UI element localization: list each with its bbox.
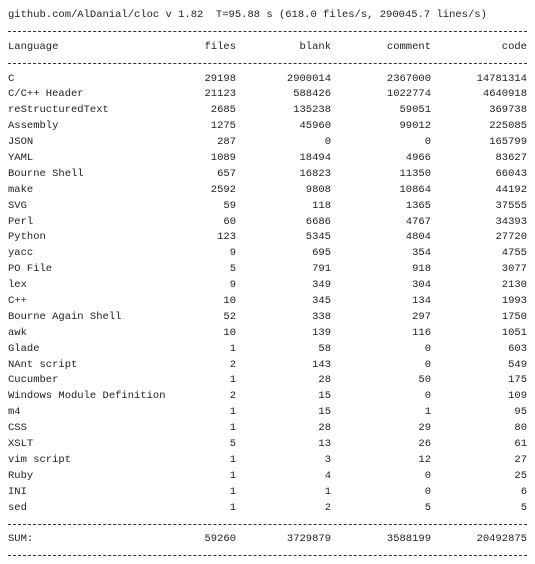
table-row	[8, 119, 527, 135]
cell-language: SVG	[8, 199, 27, 212]
cell-code: 225085	[489, 120, 527, 133]
cell-files: 10	[223, 326, 236, 339]
cell-blank: 28	[318, 422, 331, 435]
cell-language: Ruby	[8, 469, 34, 482]
cell-blank: 791	[312, 263, 331, 276]
cell-language: Bourne Shell	[8, 167, 84, 180]
cell-files: 2685	[210, 104, 236, 117]
cell-language: C/C++ Header	[8, 88, 84, 101]
table-row	[8, 358, 527, 374]
cell-code: 4640918	[482, 88, 527, 101]
cell-code: 1750	[501, 310, 527, 323]
cell-files: 5	[229, 438, 236, 451]
cell-blank: 28	[318, 374, 331, 387]
cell-blank: 139	[312, 326, 331, 339]
separator-header	[8, 56, 527, 72]
table-row	[8, 437, 527, 453]
separator-bottom	[8, 548, 527, 564]
cell-blank: 588426	[293, 88, 331, 101]
cell-code: 1051	[501, 326, 527, 339]
table-row	[8, 72, 527, 88]
cell-files: 1	[229, 374, 236, 387]
cell-comment: 1365	[405, 199, 431, 212]
cell-code: 5	[520, 501, 527, 514]
table-row	[8, 310, 527, 326]
column-header-row	[8, 40, 527, 56]
table-row	[8, 326, 527, 342]
cell-blank: 58	[318, 342, 331, 355]
cell-blank: 118	[312, 199, 331, 212]
cell-language: INI	[8, 485, 27, 498]
cell-blank: 338	[312, 310, 331, 323]
cell-language: Glade	[8, 342, 40, 355]
column-header-comment: comment	[386, 40, 431, 53]
table-row	[8, 215, 527, 231]
cell-blank: 4	[324, 469, 331, 482]
cell-blank: 695	[312, 247, 331, 260]
cell-language: Windows Module Definition	[8, 390, 166, 403]
table-row	[8, 262, 527, 278]
cell-comment: 0	[424, 358, 431, 371]
cell-comment: 297	[412, 310, 431, 323]
cell-comment: 10864	[399, 183, 431, 196]
cell-files: 123	[217, 231, 236, 244]
cell-blank: 3	[324, 453, 331, 466]
table-row	[8, 294, 527, 310]
cell-code: 27	[514, 453, 527, 466]
cell-language: Bourne Again Shell	[8, 310, 122, 323]
cell-language: C++	[8, 295, 27, 308]
cell-blank: 9808	[305, 183, 331, 196]
cell-comment: 0	[424, 469, 431, 482]
cell-files: 1089	[210, 152, 236, 165]
cell-language: JSON	[8, 136, 34, 149]
cell-language: vim script	[8, 453, 72, 466]
cell-files: 657	[217, 167, 236, 180]
cell-files: 2592	[210, 183, 236, 196]
table-row	[8, 167, 527, 183]
table-row	[8, 373, 527, 389]
cell-files: 60	[223, 215, 236, 228]
sum-comment: 3588199	[386, 533, 431, 546]
table-row	[8, 87, 527, 103]
cell-comment: 1022774	[386, 88, 431, 101]
cell-language: Assembly	[8, 120, 59, 133]
cell-code: 369738	[489, 104, 527, 117]
cell-blank: 15	[318, 406, 331, 419]
separator-sum-top	[8, 517, 527, 533]
cell-blank: 143	[312, 358, 331, 371]
cell-blank: 1	[324, 485, 331, 498]
cell-blank: 135238	[293, 104, 331, 117]
cell-comment: 11350	[399, 167, 431, 180]
sum-label: SUM:	[8, 533, 34, 546]
table-row	[8, 501, 527, 517]
cell-language: CSS	[8, 422, 27, 435]
cell-comment: 304	[412, 279, 431, 292]
cell-blank: 2	[324, 501, 331, 514]
cell-files: 21123	[204, 88, 236, 101]
cell-files: 1275	[210, 120, 236, 133]
cell-files: 5	[229, 263, 236, 276]
sum-blank: 3729879	[286, 533, 331, 546]
table-row	[8, 278, 527, 294]
table-row	[8, 151, 527, 167]
cell-comment: 918	[412, 263, 431, 276]
cell-code: 4755	[501, 247, 527, 260]
cell-code: 66043	[495, 167, 527, 180]
table-row	[8, 421, 527, 437]
cell-language: PO File	[8, 263, 53, 276]
cell-blank: 13	[318, 438, 331, 451]
cell-code: 2130	[501, 279, 527, 292]
cloc-header-line: github.com/AlDanial/cloc v 1.82 T=95.88 s (618.0 files/s, 290045.7 lines/s)	[8, 9, 487, 21]
cell-comment: 0	[424, 342, 431, 355]
cell-blank: 349	[312, 279, 331, 292]
cell-files: 2	[229, 358, 236, 371]
table-row	[8, 469, 527, 485]
cell-code: 80	[514, 422, 527, 435]
cell-code: 83627	[495, 152, 527, 165]
cell-files: 1	[229, 501, 236, 514]
cell-code: 549	[508, 358, 527, 371]
cell-code: 165799	[489, 136, 527, 149]
cell-comment: 0	[424, 390, 431, 403]
cell-files: 2	[229, 390, 236, 403]
cell-blank: 45960	[299, 120, 331, 133]
column-header-code: code	[501, 40, 527, 53]
table-row	[8, 183, 527, 199]
cell-code: 6	[520, 485, 527, 498]
cell-language: Cucumber	[8, 374, 59, 387]
cell-files: 1	[229, 453, 236, 466]
cell-code: 95	[514, 406, 527, 419]
cell-language: C	[8, 72, 15, 85]
sum-row	[8, 532, 527, 548]
cell-code: 25	[514, 469, 527, 482]
cell-code: 109	[508, 390, 527, 403]
table-row	[8, 199, 527, 215]
cell-comment: 1	[424, 406, 431, 419]
cell-files: 1	[229, 422, 236, 435]
cell-files: 59	[223, 199, 236, 212]
separator-top	[8, 24, 527, 40]
cell-code: 27720	[495, 231, 527, 244]
cell-comment: 4804	[405, 231, 431, 244]
cell-files: 29198	[204, 72, 236, 85]
cell-files: 10	[223, 295, 236, 308]
cell-files: 9	[229, 279, 236, 292]
sum-files: 59260	[204, 533, 236, 546]
table-row	[8, 103, 527, 119]
cell-code: 61	[514, 438, 527, 451]
sum-code: 20492875	[476, 533, 527, 546]
column-header-files: files	[204, 40, 236, 53]
cell-code: 1993	[501, 295, 527, 308]
cell-comment: 29	[418, 422, 431, 435]
table-row	[8, 342, 527, 358]
cell-code: 175	[508, 374, 527, 387]
cell-language: Python	[8, 231, 46, 244]
cell-comment: 134	[412, 295, 431, 308]
table-row	[8, 485, 527, 501]
cell-files: 9	[229, 247, 236, 260]
cell-comment: 26	[418, 438, 431, 451]
cell-code: 44192	[495, 183, 527, 196]
cell-blank: 15	[318, 390, 331, 403]
cell-code: 603	[508, 342, 527, 355]
cell-code: 34393	[495, 215, 527, 228]
cell-language: YAML	[8, 152, 34, 165]
cell-comment: 50	[418, 374, 431, 387]
cell-language: awk	[8, 326, 27, 339]
cell-comment: 4767	[405, 215, 431, 228]
table-row	[8, 230, 527, 246]
cell-code: 3077	[501, 263, 527, 276]
cell-files: 1	[229, 406, 236, 419]
cell-code: 14781314	[476, 72, 527, 85]
cell-language: make	[8, 183, 34, 196]
table-row	[8, 246, 527, 262]
cell-language: m4	[8, 406, 21, 419]
table-row	[8, 135, 527, 151]
cell-language: XSLT	[8, 438, 34, 451]
column-header-blank: blank	[299, 40, 331, 53]
cell-code: 37555	[495, 199, 527, 212]
cell-blank: 2900014	[286, 72, 331, 85]
cell-language: reStructuredText	[8, 104, 109, 117]
cell-files: 1	[229, 342, 236, 355]
cell-language: lex	[8, 279, 27, 292]
cell-language: yacc	[8, 247, 34, 260]
cell-comment: 99012	[399, 120, 431, 133]
cell-files: 52	[223, 310, 236, 323]
language-table-body	[8, 72, 527, 517]
cell-comment: 116	[412, 326, 431, 339]
cell-comment: 354	[412, 247, 431, 260]
cell-comment: 5	[424, 501, 431, 514]
cell-comment: 2367000	[386, 72, 431, 85]
table-row	[8, 405, 527, 421]
cell-comment: 4966	[405, 152, 431, 165]
cell-comment: 59051	[399, 104, 431, 117]
cell-files: 287	[217, 136, 236, 149]
cell-comment: 12	[418, 453, 431, 466]
column-header-language: Language	[8, 40, 59, 53]
table-row	[8, 453, 527, 469]
cell-language: sed	[8, 501, 27, 514]
cell-language: Perl	[8, 215, 34, 228]
cell-blank: 18494	[299, 152, 331, 165]
cell-comment: 0	[424, 136, 431, 149]
cell-language: NAnt script	[8, 358, 78, 371]
cell-comment: 0	[424, 485, 431, 498]
cell-blank: 345	[312, 295, 331, 308]
cell-files: 1	[229, 485, 236, 498]
table-row	[8, 389, 527, 405]
cell-blank: 16823	[299, 167, 331, 180]
cell-blank: 6686	[305, 215, 331, 228]
cell-blank: 5345	[305, 231, 331, 244]
cell-blank: 0	[324, 136, 331, 149]
cell-files: 1	[229, 469, 236, 482]
